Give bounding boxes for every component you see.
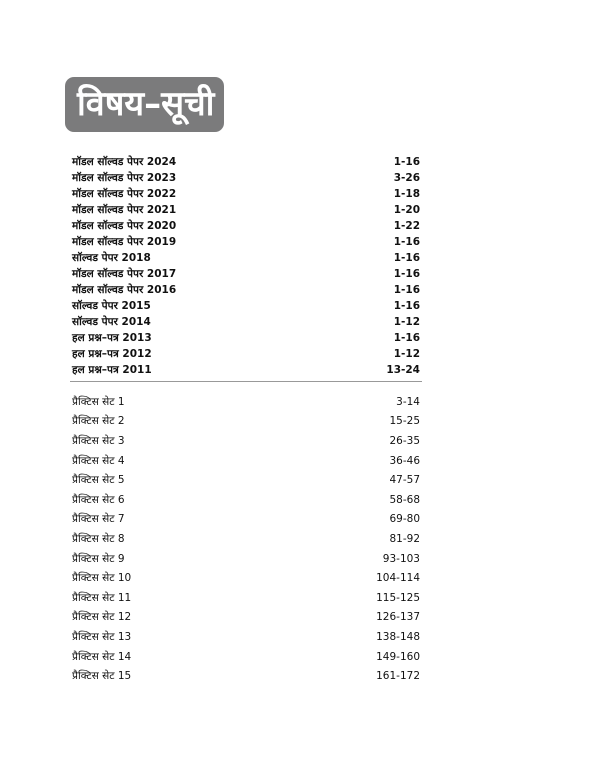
toc-entry — [72, 170, 420, 186]
entry-pages: 81-92 — [389, 532, 420, 545]
toc-entry — [72, 666, 420, 686]
toc-entry — [72, 202, 420, 218]
entry-pages: 104-114 — [376, 572, 420, 585]
entry-pages: 1-12 — [393, 316, 420, 328]
entry-pages: 36-46 — [389, 454, 420, 467]
entry-pages: 13-24 — [386, 364, 420, 376]
toc-entry — [72, 330, 420, 346]
entry-pages: 115-125 — [376, 591, 420, 604]
entry-pages: 1-12 — [393, 348, 420, 360]
toc-entry — [72, 234, 420, 250]
entry-pages: 58-68 — [389, 493, 420, 506]
entry-title: प्रैक्टिस सेट 10 — [72, 572, 132, 585]
entry-title: प्रैक्टिस सेट 2 — [72, 415, 125, 428]
entry-pages: 1-20 — [393, 204, 420, 216]
entry-pages: 1-16 — [393, 156, 420, 168]
entry-title: प्रैक्टिस सेट 5 — [72, 474, 125, 487]
toc-entry — [72, 431, 420, 451]
entry-title: प्रैक्टिस सेट 13 — [72, 630, 132, 643]
entry-title: सॉल्वड पेपर 2018 — [72, 252, 151, 264]
entry-pages: 26-35 — [389, 434, 420, 447]
section-divider — [70, 381, 422, 382]
toc-entry — [72, 154, 420, 170]
entry-title: प्रैक्टिस सेट 4 — [72, 454, 125, 467]
toc-entry — [72, 549, 420, 569]
toc-entry — [72, 608, 420, 628]
toc-entry — [72, 529, 420, 549]
toc-entry — [72, 588, 420, 608]
toc-entry — [72, 314, 420, 330]
entry-title: मॉडल सॉल्वड पेपर 2023 — [72, 172, 177, 184]
entry-title: मॉडल सॉल्वड पेपर 2022 — [72, 188, 177, 200]
toc-entry — [72, 627, 420, 647]
toc-entry — [72, 298, 420, 314]
entry-title: प्रैक्टिस सेट 11 — [72, 591, 132, 604]
entry-pages: 161-172 — [376, 670, 420, 683]
entry-title: मॉडल सॉल्वड पेपर 2021 — [72, 204, 177, 216]
entry-title: प्रैक्टिस सेट 9 — [72, 552, 125, 565]
toc-entry — [72, 490, 420, 510]
toc-entry — [72, 362, 420, 378]
entry-pages: 1-16 — [393, 236, 420, 248]
entry-title: मॉडल सॉल्वड पेपर 2017 — [72, 268, 177, 280]
entry-title: प्रैक्टिस सेट 15 — [72, 670, 132, 683]
toc-entry — [72, 282, 420, 298]
entry-pages: 1-16 — [393, 284, 420, 296]
entry-pages: 15-25 — [389, 415, 420, 428]
entry-pages: 3-14 — [396, 395, 420, 408]
entry-pages: 149-160 — [376, 650, 420, 663]
entry-title: प्रैक्टिस सेट 6 — [72, 493, 125, 506]
entry-title: हल प्रश्न–पत्र 2011 — [72, 364, 152, 376]
solved-papers-list — [72, 154, 420, 378]
toc-entry — [72, 392, 420, 412]
entry-title: हल प्रश्न–पत्र 2013 — [72, 332, 152, 344]
entry-title: मॉडल सॉल्वड पेपर 2024 — [72, 156, 177, 168]
entry-pages: 47-57 — [389, 474, 420, 487]
toc-entry — [72, 186, 420, 202]
toc-entry — [72, 266, 420, 282]
entry-title: हल प्रश्न–पत्र 2012 — [72, 348, 152, 360]
entry-pages: 1-16 — [393, 300, 420, 312]
entry-pages: 3-26 — [393, 172, 420, 184]
entry-title: प्रैक्टिस सेट 7 — [72, 513, 125, 526]
entry-pages: 1-16 — [393, 252, 420, 264]
toc-entry — [72, 568, 420, 588]
entry-title: सॉल्वड पेपर 2014 — [72, 316, 151, 328]
entry-title: सॉल्वड पेपर 2015 — [72, 300, 151, 312]
entry-pages: 1-18 — [393, 188, 420, 200]
toc-entry — [72, 451, 420, 471]
entry-title: मॉडल सॉल्वड पेपर 2020 — [72, 220, 177, 232]
toc-entry — [72, 346, 420, 362]
page-title: विषय–सूची — [65, 77, 224, 132]
entry-pages: 1-16 — [393, 332, 420, 344]
toc-entry — [72, 250, 420, 266]
entry-title: प्रैक्टिस सेट 1 — [72, 395, 125, 408]
toc-entry — [72, 470, 420, 490]
entry-pages: 69-80 — [389, 513, 420, 526]
entry-pages: 93-103 — [382, 552, 420, 565]
entry-pages: 1-22 — [393, 220, 420, 232]
entry-title: प्रैक्टिस सेट 14 — [72, 650, 132, 663]
toc-entry — [72, 412, 420, 432]
toc-entry — [72, 510, 420, 530]
toc-entry — [72, 218, 420, 234]
entry-pages: 1-16 — [393, 268, 420, 280]
toc-entry — [72, 647, 420, 667]
entry-pages: 126-137 — [376, 611, 420, 624]
practice-sets-list — [72, 392, 420, 686]
entry-title: मॉडल सॉल्वड पेपर 2016 — [72, 284, 177, 296]
entry-pages: 138-148 — [376, 630, 420, 643]
entry-title: मॉडल सॉल्वड पेपर 2019 — [72, 236, 177, 248]
entry-title: प्रैक्टिस सेट 12 — [72, 611, 132, 624]
entry-title: प्रैक्टिस सेट 3 — [72, 434, 125, 447]
entry-title: प्रैक्टिस सेट 8 — [72, 532, 125, 545]
